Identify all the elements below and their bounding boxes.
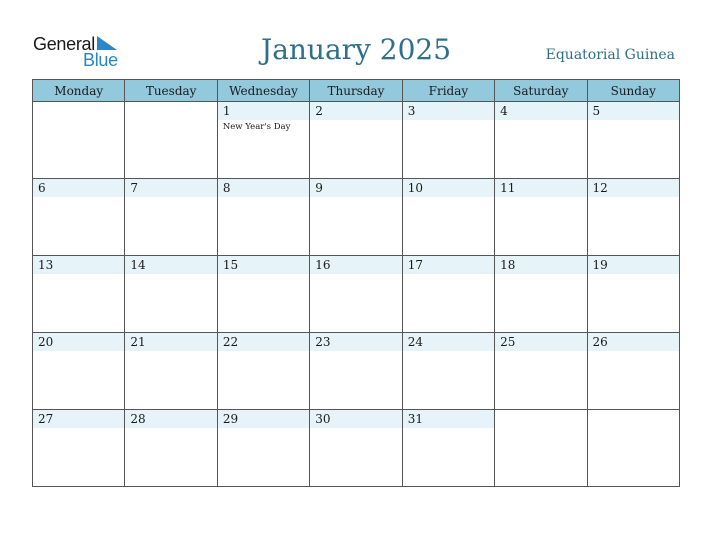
weekday-header-monday: Monday <box>33 80 125 102</box>
day-cell <box>495 410 587 487</box>
day-cell <box>587 333 679 410</box>
day-number: 8 <box>222 181 231 195</box>
day-number: 3 <box>407 104 416 118</box>
page-title: January 2025 <box>260 33 452 66</box>
day-cell <box>125 102 217 179</box>
day-number: 26 <box>592 335 608 349</box>
day-number: 14 <box>130 258 146 272</box>
day-cell <box>310 333 402 410</box>
day-cell <box>217 179 309 256</box>
day-cell <box>33 179 125 256</box>
day-cell <box>495 102 587 179</box>
day-cell <box>217 256 309 333</box>
day-number: 5 <box>592 104 601 118</box>
day-number: 6 <box>38 181 46 195</box>
day-number: 11 <box>500 181 516 195</box>
weekday-header-wednesday: Wednesday <box>217 80 309 102</box>
day-cell <box>402 333 494 410</box>
day-cell <box>402 256 494 333</box>
day-number: 27 <box>38 412 54 426</box>
weekday-header-friday: Friday <box>402 80 494 102</box>
day-cell <box>402 410 494 487</box>
day-number: 18 <box>500 258 516 272</box>
day-number: 1 <box>222 104 231 118</box>
day-number: 9 <box>315 181 323 195</box>
weekday-header-thursday: Thursday <box>310 80 402 102</box>
day-cell <box>125 410 217 487</box>
day-cell <box>125 179 217 256</box>
country-label: Equatorial Guinea <box>545 47 675 63</box>
day-cell <box>217 410 309 487</box>
day-number: 30 <box>315 412 331 426</box>
day-number: 7 <box>130 181 139 195</box>
brand-general-text: General <box>33 34 95 54</box>
day-number: 25 <box>500 335 516 349</box>
day-number: 22 <box>222 335 239 349</box>
day-number: 29 <box>222 412 239 426</box>
day-cell <box>495 333 587 410</box>
day-number: 13 <box>38 258 54 272</box>
day-number: 20 <box>38 335 54 349</box>
day-number: 23 <box>315 335 331 349</box>
day-cell <box>587 102 679 179</box>
day-cell <box>495 179 587 256</box>
day-cell <box>402 179 494 256</box>
day-number: 24 <box>407 335 423 349</box>
day-cell <box>33 102 125 179</box>
day-number: 21 <box>130 335 146 349</box>
day-cell <box>587 410 679 487</box>
weekday-header-sunday: Sunday <box>587 80 679 102</box>
day-cell <box>310 179 402 256</box>
day-number: 10 <box>407 181 423 195</box>
calendar-grid <box>32 79 680 487</box>
day-cell <box>310 410 402 487</box>
day-number: 31 <box>407 412 423 426</box>
week-row <box>33 333 680 410</box>
day-cell <box>33 256 125 333</box>
day-cell <box>310 102 402 179</box>
weekday-header-row <box>33 80 680 102</box>
day-number: 4 <box>500 104 508 118</box>
day-cell <box>217 333 309 410</box>
day-cell <box>217 102 309 179</box>
brand-blue-text: Blue <box>83 50 118 70</box>
day-number: 28 <box>130 412 146 426</box>
day-number: 16 <box>315 258 331 272</box>
day-cell <box>495 256 587 333</box>
day-cell <box>125 256 217 333</box>
day-number: 12 <box>592 181 608 195</box>
week-row <box>33 410 680 487</box>
day-cell <box>310 256 402 333</box>
day-number: 15 <box>222 258 239 272</box>
day-number: 17 <box>407 258 423 272</box>
day-number: 2 <box>315 104 323 118</box>
week-row <box>33 179 680 256</box>
day-cell <box>587 179 679 256</box>
day-cell <box>587 256 679 333</box>
day-cell <box>125 333 217 410</box>
week-row <box>33 256 680 333</box>
day-cell <box>402 102 494 179</box>
day-cell <box>33 410 125 487</box>
weekday-header-saturday: Saturday <box>495 80 587 102</box>
week-row <box>33 102 680 179</box>
calendar-body <box>33 102 680 487</box>
weekday-header-tuesday: Tuesday <box>125 80 217 102</box>
day-cell <box>33 333 125 410</box>
holiday-label: New Year's Day <box>222 122 291 132</box>
day-number: 19 <box>592 258 608 272</box>
